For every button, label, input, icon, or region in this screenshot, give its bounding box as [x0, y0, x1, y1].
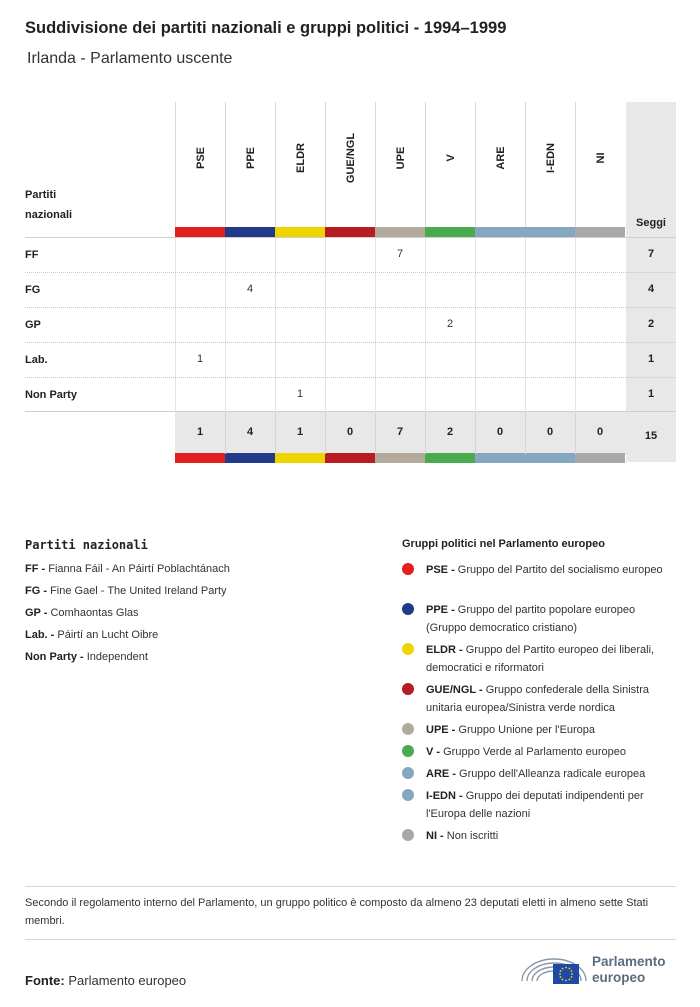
column-header	[375, 102, 425, 227]
legend-dot-icon	[402, 683, 414, 695]
legend-group-abbr: NI -	[426, 830, 444, 842]
legend-party-abbr: Lab. -	[25, 629, 55, 641]
legend-dot-icon	[402, 829, 414, 841]
group-color-bar	[475, 227, 525, 237]
legend-group-name: Gruppo Unione per l'Europa	[458, 724, 596, 736]
column-header-label: NI	[594, 152, 607, 164]
legend-party-item	[25, 651, 148, 663]
legend-party-abbr: FG -	[25, 585, 47, 597]
table-row	[25, 377, 676, 412]
column-header-label: ARE	[494, 146, 507, 170]
note-text: Secondo il regolamento interno del Parlamento, un gruppo politico è composto da almeno 23 deputati eletti in almeno sette Stati membri.	[25, 897, 649, 927]
legend-group-text	[426, 827, 676, 845]
legend-group-abbr: PSE -	[426, 564, 455, 576]
seggi-header	[626, 102, 676, 237]
legend-group-abbr: I-EDN -	[426, 790, 463, 802]
legend-party-name: Páirtí an Lucht Oibre	[57, 629, 159, 641]
legend-group-abbr: ARE -	[426, 768, 456, 780]
legend-party-abbr: Non Party -	[25, 651, 84, 663]
legend-group-text	[426, 601, 676, 637]
group-color-bar-bottom	[425, 453, 475, 463]
column-header-label: PSE	[194, 146, 207, 170]
legend-group-name: Gruppo del Partito europeo dei liberali, democratici e riformatori	[426, 644, 655, 674]
column-header-label: GUE/NGL	[344, 132, 357, 184]
page-title: Suddivisione dei partiti nazionali e gruppi politici - 1994–1999	[25, 19, 507, 37]
row-party-label: Lab.	[25, 354, 48, 366]
group-color-bar	[275, 227, 325, 237]
row-seggi-value: 2	[647, 318, 655, 330]
column-total: 7	[396, 426, 404, 438]
legend-party-item	[25, 607, 139, 619]
table-row	[25, 272, 676, 307]
legend-party-name: Comhaontas Glas	[50, 607, 139, 619]
divider-top	[25, 886, 676, 887]
page-subtitle: Irlanda - Parlamento uscente	[27, 50, 233, 67]
legend-group-name: Gruppo dell'Alleanza radicale europea	[459, 768, 646, 780]
column-header	[475, 102, 525, 227]
legend-dot-icon	[402, 745, 414, 757]
group-color-bar-bottom	[275, 453, 325, 463]
legend-group-text	[426, 765, 676, 783]
row-seggi-value: 7	[647, 248, 655, 260]
source-line	[25, 973, 186, 988]
group-color-bar	[425, 227, 475, 237]
legend-group-text	[426, 561, 676, 579]
seggi-header-label: Seggi	[636, 217, 666, 229]
legend-group-name: Gruppo confederale della Sinistra unitaria europea/Sinistra verde nordica	[426, 684, 649, 714]
legend-party-item	[25, 563, 230, 575]
column-header-label: V	[444, 154, 457, 162]
total-seggi-value: 15	[644, 430, 658, 442]
source-label: Fonte:	[25, 973, 65, 988]
table-cell: 1	[196, 353, 204, 365]
row-seggi-value: 4	[647, 283, 655, 295]
legend-group-abbr: GUE/NGL -	[426, 684, 483, 696]
legend-party-name: Fianna Fáil - An Páirtí Poblachtánach	[48, 563, 230, 575]
legend-party-name: Fine Gael - The United Ireland Party	[50, 585, 227, 597]
column-total: 2	[446, 426, 454, 438]
legend-group-name: Gruppo dei deputati indipendenti per l'Europa delle nazioni	[426, 790, 644, 820]
column-total: 0	[546, 426, 554, 438]
legend-dot-icon	[402, 563, 414, 575]
group-color-bar	[225, 227, 275, 237]
row-party-label: FF	[25, 249, 39, 261]
row-party-label: GP	[25, 319, 41, 331]
legend-group-text	[426, 787, 676, 823]
group-color-bar-bottom	[225, 453, 275, 463]
column-header	[175, 102, 225, 227]
legend-group-text	[426, 641, 676, 677]
hemicycle-icon	[519, 948, 589, 988]
table-cell: 1	[296, 388, 304, 400]
legend-group-text	[426, 743, 676, 761]
column-header	[425, 102, 475, 227]
legend-dot-icon	[402, 643, 414, 655]
column-total: 0	[346, 426, 354, 438]
legend-party-item	[25, 585, 227, 597]
legend-group-text	[426, 681, 676, 717]
group-color-bar-bottom	[575, 453, 625, 463]
table-cell: 2	[446, 318, 454, 330]
row-party-label: Non Party	[25, 389, 77, 401]
row-seggi-value: 1	[647, 353, 655, 365]
column-header	[275, 102, 325, 227]
column-header	[575, 102, 625, 227]
legend-group-name: Non iscritti	[446, 830, 499, 842]
group-color-bar-bottom	[525, 453, 575, 463]
group-color-bar-bottom	[375, 453, 425, 463]
legend-group-abbr: UPE -	[426, 724, 456, 736]
table-cell: 7	[396, 248, 404, 260]
column-header-label: ELDR	[294, 143, 307, 173]
legend-dot-icon	[402, 603, 414, 615]
column-total: 0	[496, 426, 504, 438]
source-value: Parlamento europeo	[68, 973, 187, 988]
table-row	[25, 342, 676, 377]
group-color-bar-bottom	[475, 453, 525, 463]
group-color-bar	[325, 227, 375, 237]
legend-group-abbr: V -	[426, 746, 441, 758]
column-total: 4	[246, 426, 254, 438]
legend-party-name: Independent	[86, 651, 148, 663]
legend-group-name: Gruppo del Partito del socialismo europeo	[457, 564, 663, 576]
table-row	[25, 307, 676, 342]
group-color-bar-bottom	[325, 453, 375, 463]
column-header-label: PPE	[244, 146, 257, 170]
legend-dot-icon	[402, 767, 414, 779]
group-color-bar	[525, 227, 575, 237]
row-header-line2: nazionali	[25, 209, 73, 221]
divider-bottom	[25, 939, 676, 940]
legend-dot-icon	[402, 789, 414, 801]
parlamento-europeo-logo	[519, 948, 679, 988]
legend-group-abbr: ELDR -	[426, 644, 463, 656]
group-color-bar	[375, 227, 425, 237]
legend-group-name: Gruppo del partito popolare europeo (Gruppo democratico cristiano)	[426, 604, 636, 634]
logo-text-line1: Parlamento	[592, 954, 666, 969]
legend-group-name: Gruppo Verde al Parlamento europeo	[443, 746, 626, 758]
legend-group-abbr: PPE -	[426, 604, 455, 616]
column-header	[225, 102, 275, 227]
legend-dot-icon	[402, 723, 414, 735]
legend-party-abbr: GP -	[25, 607, 48, 619]
group-color-bar	[175, 227, 225, 237]
legend-party-abbr: FF -	[25, 563, 46, 575]
column-header	[525, 102, 575, 227]
table-row	[25, 237, 676, 272]
group-color-bar-bottom	[175, 453, 225, 463]
legend-party-item	[25, 629, 158, 641]
column-header-label: UPE	[394, 146, 407, 170]
legend-group-text	[426, 721, 676, 739]
legend-parties-title: Partiti nazionali	[25, 538, 148, 552]
seats-table	[0, 0, 700, 470]
column-total: 1	[296, 426, 304, 438]
logo-text-line2: europeo	[592, 970, 646, 985]
row-header	[25, 185, 72, 225]
column-total: 1	[196, 426, 204, 438]
table-cell: 4	[246, 283, 254, 295]
row-party-label: FG	[25, 284, 41, 296]
group-color-bar	[575, 227, 625, 237]
column-total: 0	[596, 426, 604, 438]
legend-groups-title: Gruppi politici nel Parlamento europeo	[402, 538, 605, 550]
row-header-line1: Partiti	[25, 189, 57, 201]
column-header	[325, 102, 375, 227]
row-seggi-value: 1	[647, 388, 655, 400]
logo-text	[592, 954, 666, 986]
column-header-label: I-EDN	[544, 143, 557, 173]
